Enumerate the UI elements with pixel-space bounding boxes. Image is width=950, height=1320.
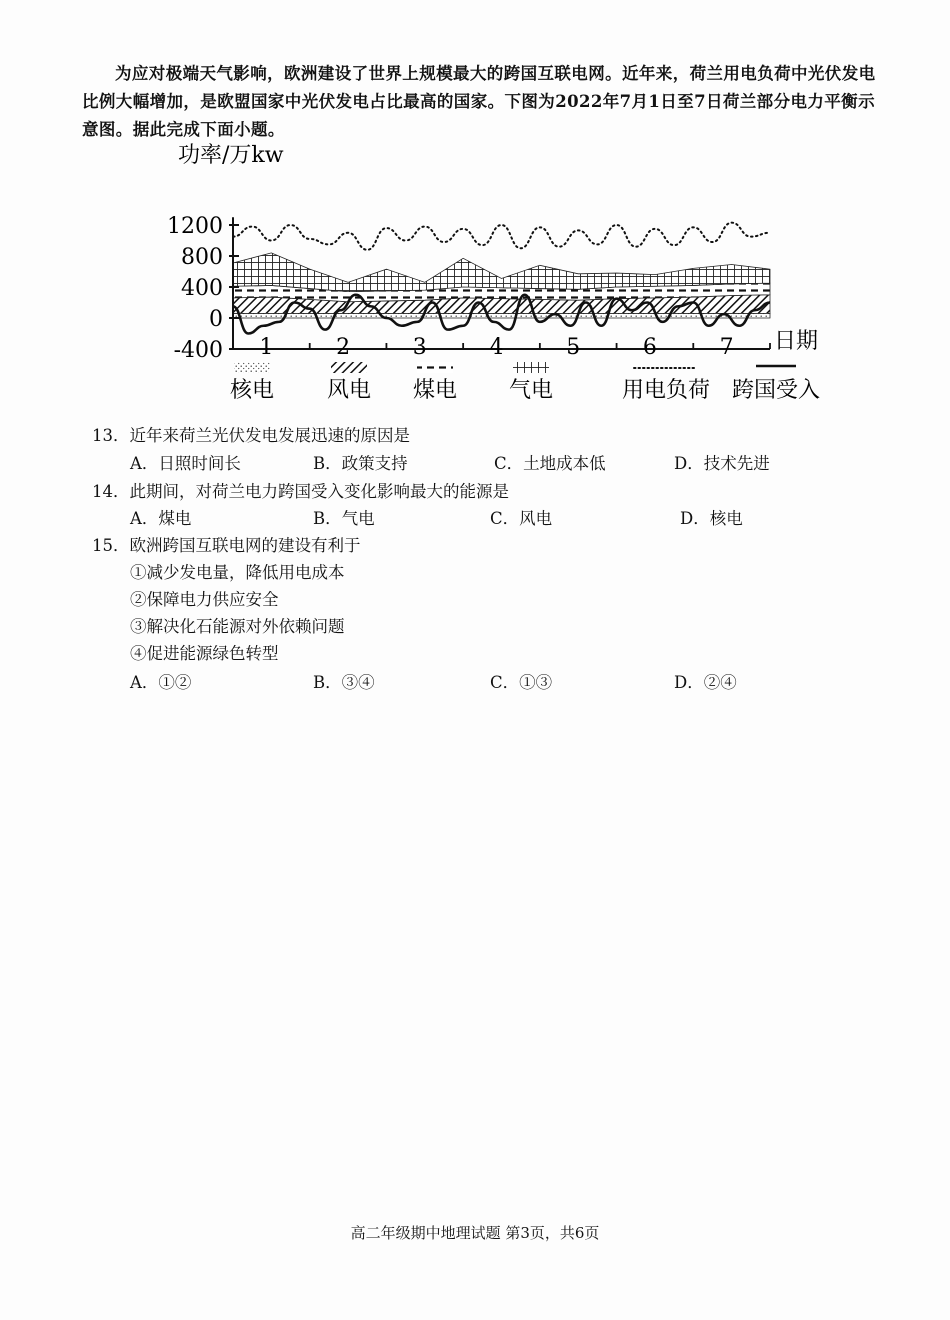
y-axis-label: 功率/万kw bbox=[178, 143, 284, 168]
legend-swatch bbox=[417, 362, 453, 373]
option-13-c[interactable] bbox=[494, 450, 606, 477]
option-key: D． bbox=[680, 509, 710, 528]
option-text: 气电 bbox=[341, 509, 375, 528]
question-number: 13． bbox=[92, 426, 130, 445]
page-footer: 高二年级期中地理试题 第3页，共6页 bbox=[350, 1224, 600, 1242]
option-13-d[interactable] bbox=[674, 450, 770, 477]
option-14-a[interactable] bbox=[130, 505, 191, 532]
option-key: A． bbox=[130, 454, 159, 473]
question-number: 14． bbox=[92, 482, 130, 501]
option-key: C． bbox=[494, 454, 524, 473]
option-key: D． bbox=[674, 454, 704, 473]
statement-3: ③解决化石能源对外依赖问题 bbox=[130, 617, 345, 636]
x-tick-label: 5 bbox=[566, 335, 581, 360]
option-text: ③④ bbox=[341, 673, 375, 692]
option-13-a[interactable] bbox=[130, 450, 241, 477]
statement-2: ②保障电力供应安全 bbox=[130, 590, 279, 609]
x-tick-label: 2 bbox=[336, 335, 351, 360]
option-14-c[interactable] bbox=[490, 505, 552, 532]
x-axis-label: 日期 bbox=[774, 329, 819, 354]
question-number: 15． bbox=[92, 536, 130, 555]
option-key: C． bbox=[490, 673, 520, 692]
legend-item bbox=[509, 362, 553, 403]
question-15 bbox=[92, 532, 361, 559]
option-text: 土地成本低 bbox=[523, 454, 606, 473]
power-balance-chart bbox=[150, 140, 840, 415]
option-text: ①③ bbox=[519, 673, 553, 692]
option-key: B． bbox=[313, 673, 342, 692]
series-area-1 bbox=[233, 313, 770, 318]
option-key: C． bbox=[490, 509, 520, 528]
legend-label: 煤电 bbox=[412, 378, 458, 403]
legend bbox=[230, 362, 820, 403]
x-tick-label: 3 bbox=[412, 335, 427, 360]
legend-item bbox=[413, 362, 457, 403]
legend-item bbox=[732, 366, 820, 403]
legend-item bbox=[230, 362, 274, 403]
option-text: 日照时间长 bbox=[158, 454, 241, 473]
legend-label: 跨国受入 bbox=[731, 378, 821, 403]
option-15-a[interactable] bbox=[130, 669, 191, 696]
option-key: D． bbox=[674, 673, 704, 692]
y-tick-label: 800 bbox=[181, 245, 223, 270]
legend-item bbox=[327, 362, 371, 403]
y-tick-label: 400 bbox=[181, 276, 223, 301]
x-tick-label: 6 bbox=[642, 335, 657, 360]
y-tick-label: 0 bbox=[209, 307, 223, 332]
intro-paragraph: 为应对极端天气影响，欧洲建设了世界上规模最大的跨国互联电网。近年来，荷兰用电负荷中光伏发电比例大幅增加，是欧盟国家中光伏发电占比最高的国家。下图为2022年7月1日至7日荷兰部分电力平衡示意图。据此完成下面小题。 bbox=[82, 64, 876, 139]
option-text: ①② bbox=[158, 673, 192, 692]
legend-label: 用电负荷 bbox=[621, 378, 711, 403]
option-text: 政策支持 bbox=[341, 454, 408, 473]
option-15-b[interactable] bbox=[313, 669, 375, 696]
legend-label: 核电 bbox=[229, 378, 275, 403]
option-14-b[interactable] bbox=[313, 505, 375, 532]
option-key: A． bbox=[130, 509, 159, 528]
option-14-d[interactable] bbox=[680, 505, 743, 532]
question-text: 此期间，对荷兰电力跨国受入变化影响最大的能源是 bbox=[129, 482, 509, 501]
question-13 bbox=[92, 422, 410, 449]
question-14 bbox=[92, 478, 509, 505]
option-text: 风电 bbox=[519, 509, 553, 528]
option-text: ②④ bbox=[703, 673, 737, 692]
legend-label: 风电 bbox=[326, 378, 372, 403]
legend-swatch bbox=[234, 362, 270, 373]
legend-swatch bbox=[331, 362, 367, 373]
x-tick-label: 4 bbox=[489, 335, 504, 360]
question-text: 近年来荷兰光伏发电发展迅速的原因是 bbox=[129, 426, 410, 445]
statement-1: ①减少发电量，降低用电成本 bbox=[130, 563, 345, 582]
x-tick-label: 1 bbox=[259, 335, 274, 360]
y-tick-label: 1200 bbox=[167, 214, 223, 239]
statement-4: ④促进能源绿色转型 bbox=[130, 644, 279, 663]
plot-area bbox=[233, 223, 770, 334]
option-key: B． bbox=[313, 509, 342, 528]
legend-swatch bbox=[513, 362, 549, 373]
legend-label: 气电 bbox=[508, 378, 554, 403]
legend-item bbox=[622, 368, 710, 403]
question-text: 欧洲跨国互联电网的建设有利于 bbox=[129, 536, 361, 555]
option-key: A． bbox=[130, 673, 159, 692]
option-13-b[interactable] bbox=[313, 450, 408, 477]
series-area-4 bbox=[233, 253, 770, 292]
option-15-d[interactable] bbox=[674, 669, 737, 696]
option-key: B． bbox=[313, 454, 342, 473]
series-line-1 bbox=[233, 223, 770, 250]
option-text: 核电 bbox=[709, 509, 743, 528]
y-tick-label: -400 bbox=[173, 338, 223, 363]
option-text: 煤电 bbox=[158, 509, 192, 528]
option-15-c[interactable] bbox=[490, 669, 552, 696]
x-tick-label: 7 bbox=[719, 335, 734, 360]
option-text: 技术先进 bbox=[703, 454, 770, 473]
